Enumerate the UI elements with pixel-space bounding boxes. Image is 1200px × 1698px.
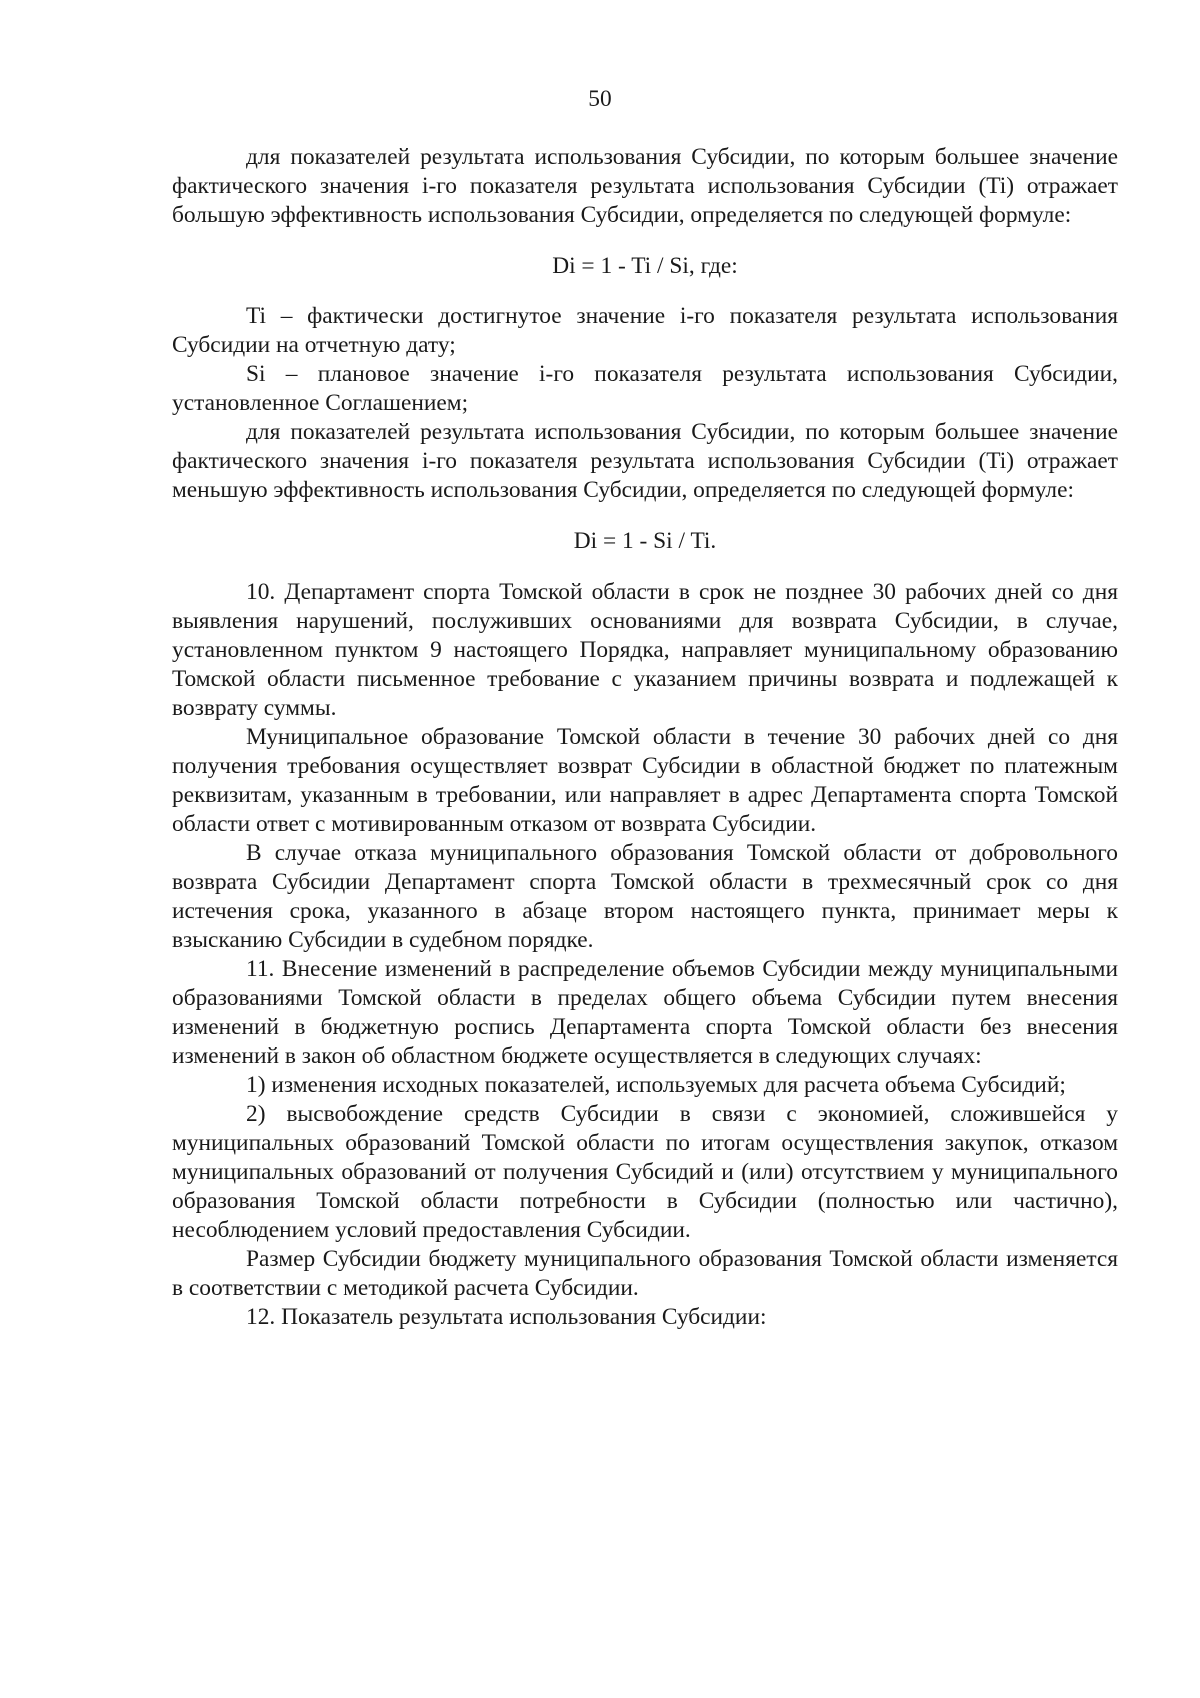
paragraph-inverse-case: для показателей результата использования Субсидии, по которым большее значение фактического значения i-го показателя результата использования Субсидии (Ti) отражает меньшую эффективность использования Субсидии, определяется по следующей формуле:	[172, 419, 1118, 503]
list-item-1: 1) изменения исходных показателей, используемых для расчета объема Субсидий;	[246, 1072, 1066, 1098]
paragraph-refusal: В случае отказа муниципального образования Томской области от добровольного возврата Субсидии Департамент спорта Томской области в трехмесячный срок со дня истечения срока, указанного в абзаце втором настоящего пункта, принимает меры к взысканию Субсидии в судебном порядке.	[172, 840, 1118, 953]
formula-di-ti-si: Di = 1 - Ti / Si, где:	[552, 253, 738, 279]
list-item-2: 2) высвобождение средств Субсидии в связи с экономией, сложившейся у муниципальных образований Томской области по итогам осуществления закупок, отказом муниципальных образований от получения Субсидий и (или) отсутствием у муниципального образования Томской области потребности в Субсидии (полностью или частично), несоблюдением условий предоставления Субсидии.	[172, 1101, 1118, 1243]
paragraph-section-10: 10. Департамент спорта Томской области в срок не позднее 30 рабочих дней со дня выявления нарушений, послуживших основаниями для возврата Субсидии, в случае, установленном пунктом 9 настоящего Порядка, направляет муниципальному образованию Томской области письменное требование с указанием причины возврата и подлежащей к возврату суммы.	[172, 579, 1118, 721]
paragraph-section-11: 11. Внесение изменений в распределение объемов Субсидии между муниципальными образованиями Томской области в пределах общего объема Субсидии путем внесения изменений в бюджетную роспись Департамента спорта Томской области без внесения изменений в закон об областном бюджете осуществляется в следующих случаях:	[172, 956, 1118, 1069]
paragraph-intro: для показателей результата использования Субсидии, по которым большее значение фактического значения i-го показателя результата использования Субсидии (Ti) отражает большую эффективность использования Субсидии, определяется по следующей формуле:	[172, 144, 1118, 228]
definition-si: Si – плановое значение i-го показателя результата использования Субсидии, установленное Соглашением;	[172, 361, 1118, 416]
paragraph-section-12: 12. Показатель результата использования Субсидии:	[246, 1304, 767, 1330]
paragraph-subsidy-size: Размер Субсидии бюджету муниципального образования Томской области изменяется в соответствии с методикой расчета Субсидии.	[172, 1246, 1118, 1301]
formula-di-si-ti: Di = 1 - Si / Ti.	[573, 528, 717, 554]
page-number: 50	[588, 86, 612, 112]
paragraph-return-procedure: Муниципальное образование Томской области в течение 30 рабочих дней со дня получения требования осуществляет возврат Субсидии в областной бюджет по платежным реквизитам, указанным в требовании, или направляет в адрес Департамента спорта Томской области ответ с мотивированным отказом от возврата Субсидии.	[172, 724, 1118, 837]
document-body	[172, 143, 1118, 1332]
definition-ti: Ti – фактически достигнутое значение i-го показателя результата использования Субсидии на отчетную дату;	[172, 303, 1118, 358]
